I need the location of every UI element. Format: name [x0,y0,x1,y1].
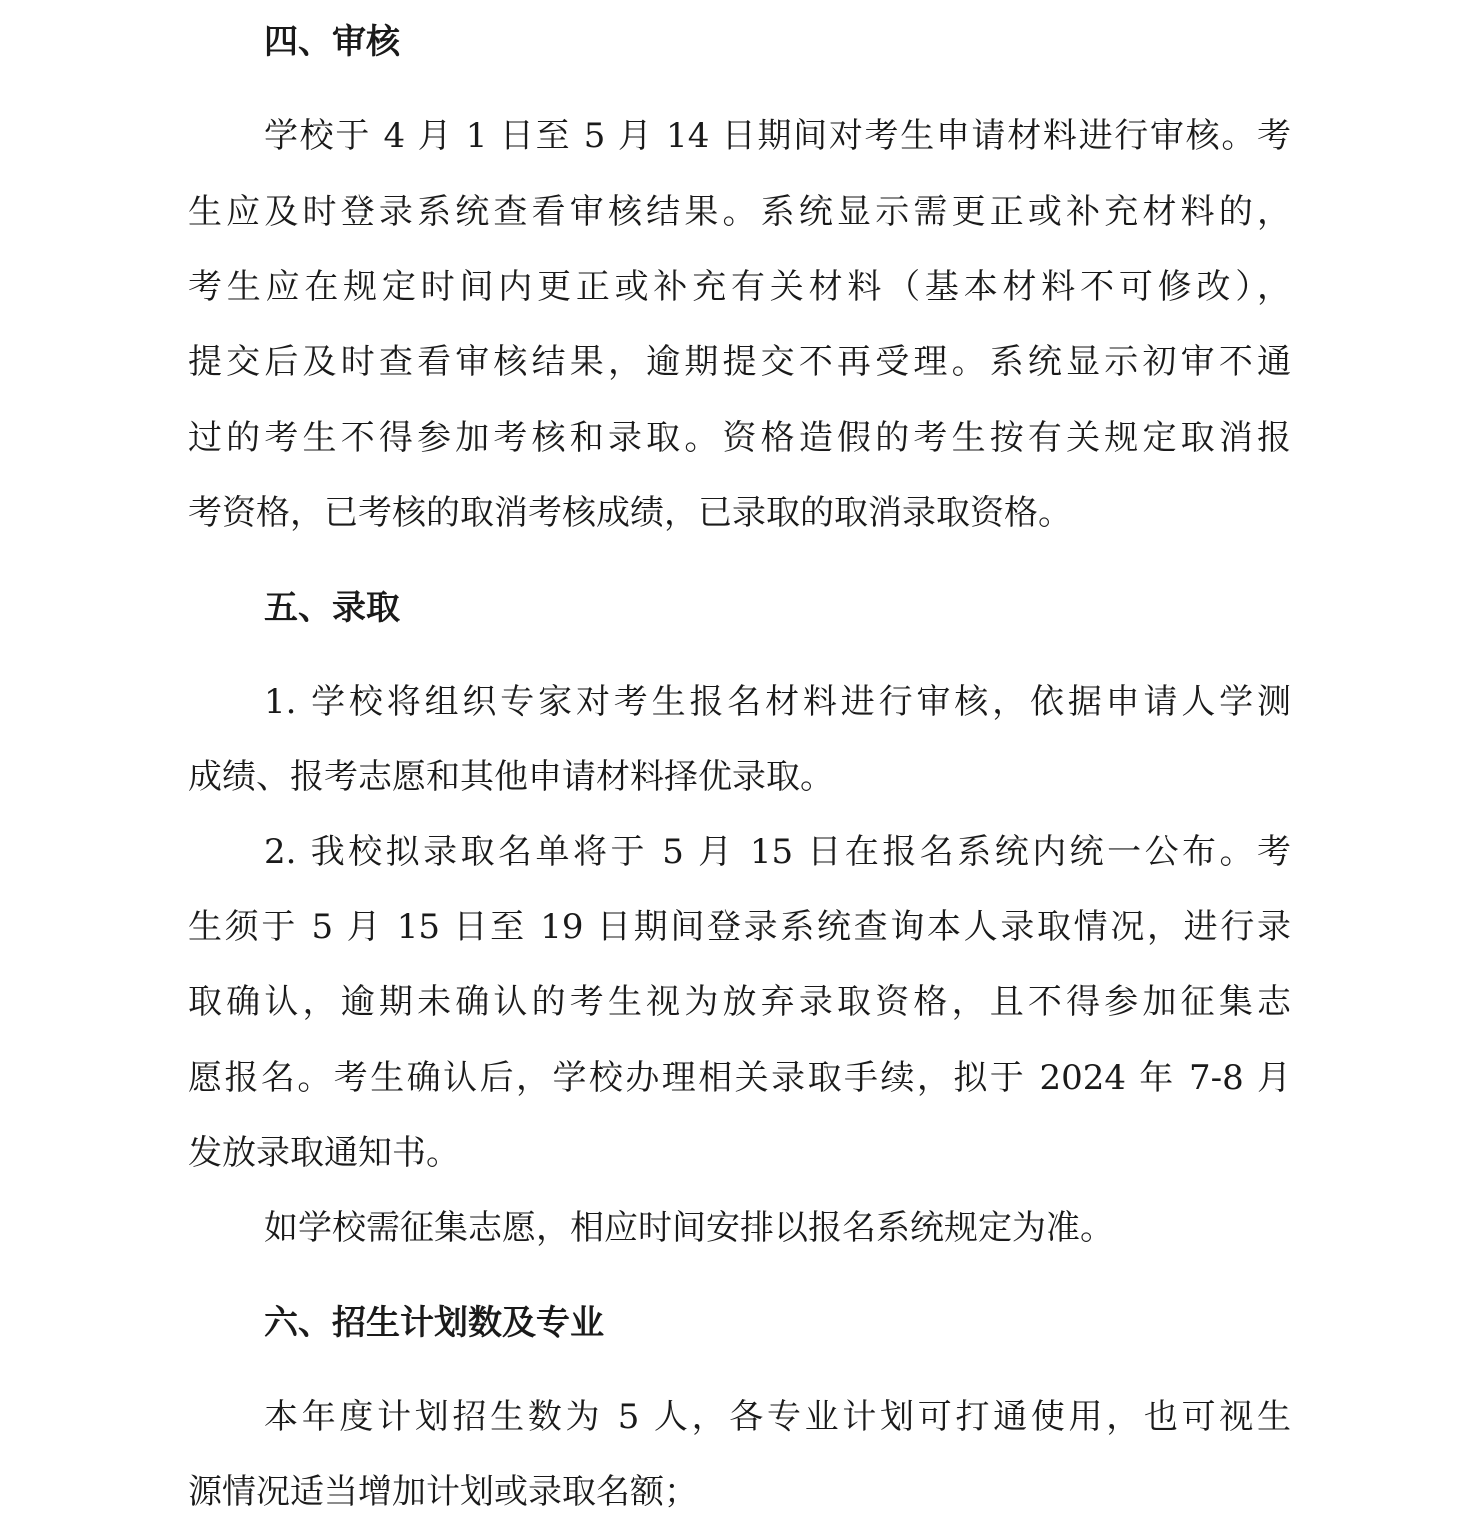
section-heading-review: 四、审核 [264,22,400,62]
paragraph-line: 取确认，逾期未确认的考生视为放弃录取资格，且不得参加征集志 [188,982,1291,1022]
paragraph-line: 源情况适当增加计划或录取名额； [188,1472,698,1512]
paragraph-line: 生须于 5 月 15 日至 19 日期间登录系统查询本人录取情况，进行录 [188,907,1291,947]
paragraph-line: 过的考生不得参加考核和录取。资格造假的考生按有关规定取消报 [188,418,1291,458]
paragraph-line: 考资格，已考核的取消考核成绩，已录取的取消录取资格。 [188,493,1072,533]
paragraph-line: 1. 学校将组织专家对考生报名材料进行审核，依据申请人学测 [264,682,1291,722]
section-heading-admission: 五、录取 [264,588,400,628]
paragraph-line: 考生应在规定时间内更正或补充有关材料（基本材料不可修改）， [188,267,1291,307]
paragraph-line: 2. 我校拟录取名单将于 5 月 15 日在报名系统内统一公布。考 [264,832,1291,872]
paragraph-line: 本年度计划招生数为 5 人，各专业计划可打通使用，也可视生 [264,1397,1291,1437]
paragraph-line: 如学校需征集志愿，相应时间安排以报名系统规定为准。 [264,1208,1114,1248]
section-heading-enrollment-plan: 六、招生计划数及专业 [264,1303,604,1343]
paragraph-line: 发放录取通知书。 [188,1133,460,1173]
paragraph-line: 愿报名。考生确认后，学校办理相关录取手续，拟于 2024 年 7-8 月 [188,1058,1291,1098]
paragraph-line: 成绩、报考志愿和其他申请材料择优录取。 [188,757,834,797]
paragraph-line: 提交后及时查看审核结果，逾期提交不再受理。系统显示初审不通 [188,342,1291,382]
paragraph-line: 生应及时登录系统查看审核结果。系统显示需更正或补充材料的， [188,192,1291,232]
paragraph-line: 学校于 4 月 1 日至 5 月 14 日期间对考生申请材料进行审核。考 [264,116,1291,156]
